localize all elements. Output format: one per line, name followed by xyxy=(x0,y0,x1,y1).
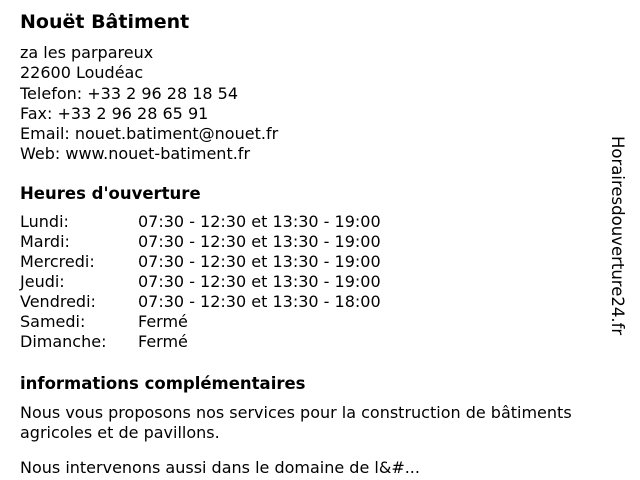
day-label: Dimanche: xyxy=(20,332,107,351)
hours-heading: Heures d'ouverture xyxy=(20,184,201,203)
contact-block xyxy=(20,43,278,165)
day-label: Mardi: xyxy=(20,232,70,251)
day-label: Mercredi: xyxy=(20,252,95,271)
day-label: Vendredi: xyxy=(20,292,96,311)
day-hours: 07:30 - 12:30 et 13:30 - 19:00 xyxy=(138,272,381,291)
day-hours: 07:30 - 12:30 et 13:30 - 18:00 xyxy=(138,292,381,311)
hours-row xyxy=(20,332,440,352)
hours-row xyxy=(20,212,440,232)
info-paragraph-2: Nous intervenons aussi dans le domaine de l&#... xyxy=(20,458,420,477)
day-label: Lundi: xyxy=(20,212,69,231)
company-name: Nouët Bâtiment xyxy=(20,11,190,33)
city-address: 22600 Loudéac xyxy=(20,63,144,83)
website: Web: www.nouet-batiment.fr xyxy=(20,144,251,164)
watermark-text: Horairesdouverture24.fr xyxy=(608,136,627,336)
day-hours: 07:30 - 12:30 et 13:30 - 19:00 xyxy=(138,252,381,271)
hours-row xyxy=(20,232,440,252)
hours-row xyxy=(20,292,440,312)
hours-row xyxy=(20,252,440,272)
info-heading: informations complémentaires xyxy=(20,374,306,393)
day-hours: Fermé xyxy=(138,332,188,351)
day-hours: Fermé xyxy=(138,312,188,331)
site-watermark xyxy=(608,136,632,342)
info-paragraph-1: Nous vous proposons nos services pour la construction de bâtiments agricoles et de pavillons. xyxy=(20,403,572,442)
day-hours: 07:30 - 12:30 et 13:30 - 19:00 xyxy=(138,232,381,251)
hours-row xyxy=(20,312,440,332)
phone-number: Telefon: +33 2 96 28 18 54 xyxy=(20,83,239,103)
street-address: za les parpareux xyxy=(20,43,154,62)
fax-number: Fax: +33 2 96 28 65 91 xyxy=(20,103,209,123)
day-label: Samedi: xyxy=(20,312,86,331)
hours-table xyxy=(20,212,440,352)
day-hours: 07:30 - 12:30 et 13:30 - 19:00 xyxy=(138,212,381,231)
day-label: Jeudi: xyxy=(20,272,65,291)
hours-row xyxy=(20,272,440,292)
email-address: Email: nouet.batiment@nouet.fr xyxy=(20,124,279,144)
